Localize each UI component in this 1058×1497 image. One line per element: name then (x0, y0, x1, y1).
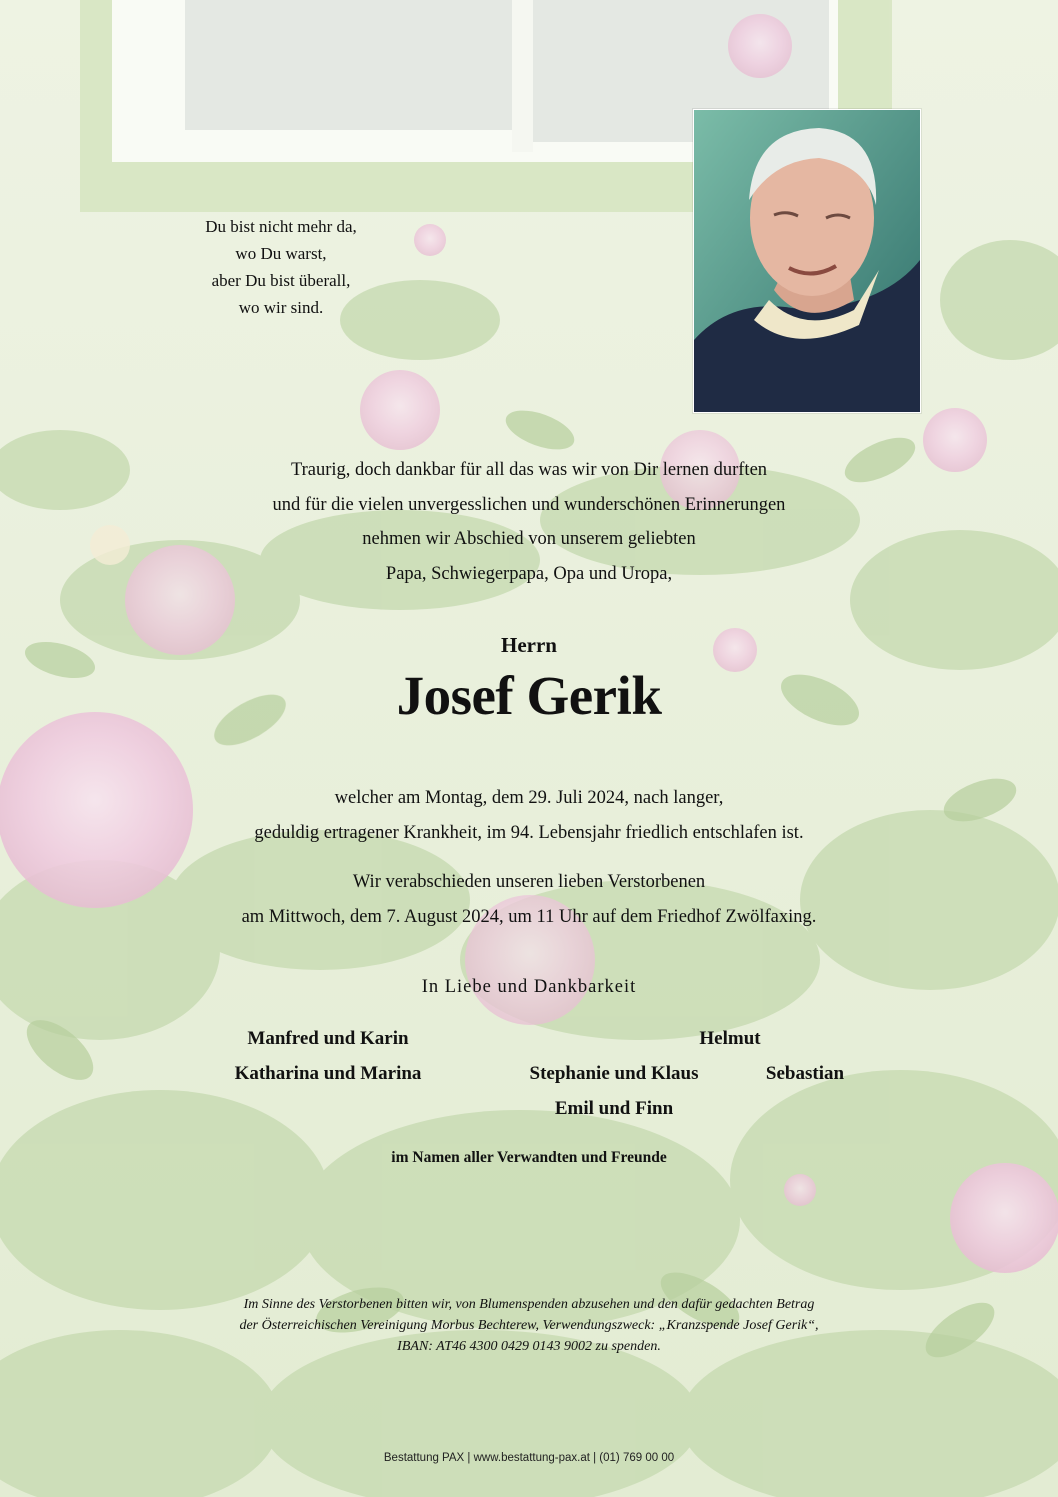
funeral-notice-line: am Mittwoch, dem 7. August 2024, um 11 Uhr auf dem Friedhof Zwölfaxing. (241, 907, 817, 927)
donation-request (129, 1294, 929, 1357)
funeral-notice (129, 865, 929, 935)
mourner-name: Emil und Finn (554, 1098, 674, 1119)
intro-line: Papa, Schwiegerpapa, Opa und Uropa, (385, 563, 673, 584)
donation-line: der Österreichischen Vereinigung Morbus Bechterew, Verwendungszweck: „Kranzspende Josef Gerik“, (239, 1318, 819, 1333)
quote-line: aber Du bist überall, (211, 271, 351, 290)
intro-line: und für die vielen unvergesslichen und wunderschönen Erinnerungen (272, 494, 786, 515)
mourner-name: Manfred und Karin (247, 1028, 409, 1049)
death-notice-line: welcher am Montag, dem 29. Juli 2024, nach langer, (334, 788, 724, 808)
donation-line: Im Sinne des Verstorbenen bitten wir, von Blumenspenden abzusehen und den dafür gedachten Betrag (243, 1297, 815, 1312)
death-notice (129, 781, 929, 851)
mourner-name: Katharina und Marina (234, 1063, 422, 1084)
mourner-name: Helmut (699, 1028, 761, 1049)
deceased-name: Josef Gerik (396, 665, 662, 726)
funeral-home-footer: Bestattung PAX | www.bestattung-pax.at | (01) 769 00 00 (383, 1452, 675, 1464)
quote-line: wo Du warst, (235, 244, 327, 263)
funeral-notice-line: Wir verabschieden unseren lieben Verstorbenen (352, 872, 706, 892)
portrait-photo-icon (694, 110, 920, 412)
mourner-name: Sebastian (765, 1063, 845, 1084)
quote-line: wo wir sind. (238, 298, 324, 317)
intro-text (129, 453, 929, 591)
intro-line: Traurig, doch dankbar für all das was wir von Dir lernen durften (290, 460, 768, 480)
mourner-name: Stephanie und Klaus (529, 1063, 699, 1084)
on-behalf-line: im Namen aller Verwandten und Freunde (391, 1149, 667, 1166)
salutation: Herrn (501, 633, 557, 657)
closing-phrase: In Liebe und Dankbarkeit (421, 977, 637, 997)
quote-line: Du bist nicht mehr da, (205, 217, 357, 236)
memorial-quote (150, 213, 412, 321)
death-notice-line: geduldig ertragener Krankheit, im 94. Lebensjahr friedlich entschlafen ist. (254, 823, 804, 843)
portrait-photo (693, 109, 921, 413)
donation-line: IBAN: AT46 4300 0429 0143 9002 zu spenden. (397, 1339, 661, 1354)
intro-line: nehmen wir Abschied von unserem geliebten (362, 529, 696, 549)
